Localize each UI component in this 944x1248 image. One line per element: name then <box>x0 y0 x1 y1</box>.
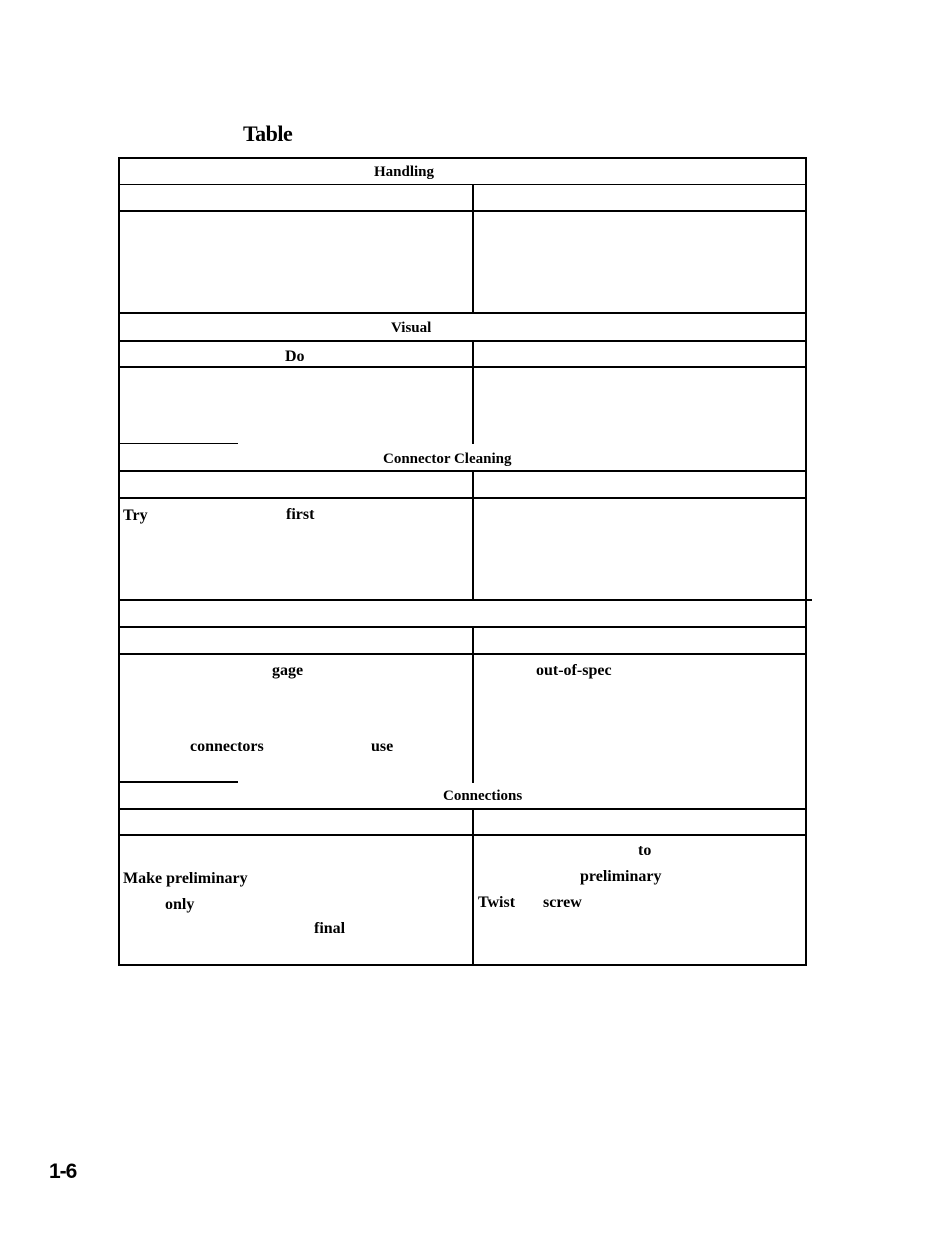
cell-text: Make preliminary <box>123 870 248 887</box>
table-rule <box>118 210 807 212</box>
cell-text: Twist <box>478 894 516 911</box>
table-rule <box>472 626 474 783</box>
table-rule <box>472 470 474 601</box>
cell-text: preliminary <box>580 868 662 885</box>
cell-text: first <box>286 506 315 523</box>
table-rule <box>805 157 807 966</box>
cell-text: connectors <box>190 738 264 755</box>
cell-text: gage <box>272 662 304 679</box>
section-title-visual: Visual <box>391 320 432 336</box>
table-rule <box>472 808 474 966</box>
cell-text: out-of-spec <box>536 662 612 679</box>
column-header-do: Do <box>285 348 305 365</box>
cell-text: screw <box>543 894 582 911</box>
table-rule <box>118 653 807 655</box>
table-rule <box>118 157 120 966</box>
cell-text: Try <box>123 507 148 524</box>
cell-text: use <box>371 738 394 755</box>
table-rule <box>118 781 238 783</box>
section-title-connector-cleaning: Connector Cleaning <box>383 451 512 467</box>
table-rule <box>118 312 807 314</box>
table-rule <box>118 340 807 342</box>
table-rule <box>118 366 807 368</box>
page-number: 1-6 <box>49 1160 77 1183</box>
table-rule <box>118 808 807 810</box>
table-rule <box>118 470 807 472</box>
section-title-handling: Handling <box>374 164 435 180</box>
cell-text: only <box>165 896 195 913</box>
table-rule <box>472 184 474 314</box>
cell-text: to <box>638 842 652 859</box>
table-rule <box>118 157 807 159</box>
section-title-connections: Connections <box>443 788 523 804</box>
table-rule <box>118 964 807 966</box>
page-title: Table <box>243 121 293 146</box>
table-rule <box>118 599 812 601</box>
table-rule <box>118 443 238 444</box>
table-rule <box>118 497 807 499</box>
table-rule <box>118 184 807 185</box>
table-rule <box>118 834 807 836</box>
cell-text: final <box>314 920 346 937</box>
table-rule <box>118 626 807 628</box>
table-rule <box>472 340 474 444</box>
